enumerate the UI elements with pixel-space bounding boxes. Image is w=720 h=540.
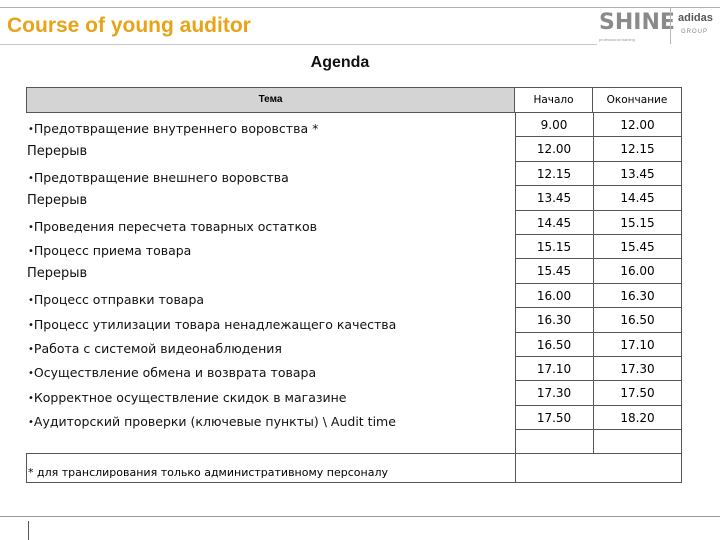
agenda-start-time: 17.30	[536, 386, 572, 401]
agenda-topic	[28, 341, 282, 356]
agenda-topic-text: Предотвращение внутреннего воровства *	[33, 121, 319, 137]
agenda-topic-text: Перерыв	[27, 143, 88, 159]
agenda-row	[26, 406, 682, 430]
agenda-topic-text: Проведения пересчета товарных остатков	[33, 218, 318, 234]
column-header-topic: Тема	[26, 87, 515, 113]
agenda-end-time: 17.50	[620, 386, 655, 401]
grid-line-bottom	[26, 482, 682, 483]
agenda-topic-text: Процесс утилизации товара ненадлежащего качества	[33, 316, 397, 332]
bullet-icon: •	[28, 417, 34, 429]
grid-line-row	[515, 185, 682, 186]
agenda-end-time: 12.15	[620, 142, 655, 157]
agenda-end-time: 14.45	[620, 191, 655, 206]
column-header-end: Окончание	[593, 87, 682, 113]
title-underline	[0, 44, 597, 45]
shine-logo-text: SHINE	[599, 10, 675, 35]
grid-line-row	[515, 429, 682, 430]
agenda-topic	[28, 390, 347, 405]
bottom-marker	[28, 521, 29, 540]
column-header-start: Начало	[515, 87, 593, 113]
agenda-topic-text: Работа с системой видеонаблюдения	[33, 340, 282, 356]
agenda-row	[26, 113, 682, 137]
grid-line-foot-mid	[515, 453, 516, 482]
agenda-heading: Agenda	[310, 54, 370, 71]
agenda-end-time: 17.10	[620, 337, 655, 352]
grid-line-start-left	[515, 113, 516, 482]
agenda-row	[26, 357, 682, 381]
agenda-topic-text: Предотвращение внешнего воровства	[33, 170, 289, 186]
agenda-row	[26, 186, 682, 210]
agenda-row	[26, 137, 682, 161]
agenda-start-time: 16.00	[536, 288, 572, 303]
agenda-topic	[28, 170, 289, 185]
agenda-start-time: 12.15	[536, 166, 572, 181]
grid-line-row	[515, 380, 682, 381]
agenda-start-time: 15.15	[536, 240, 572, 254]
agenda-topic-text: Осуществление обмена и возврата товара	[33, 365, 317, 381]
agenda-end-time: 16.30	[620, 288, 655, 303]
agenda-end-time: 16.50	[620, 313, 655, 328]
agenda-start-time: 17.50	[536, 410, 572, 425]
grid-line-row	[515, 210, 682, 211]
agenda-end-time: 18.20	[620, 410, 655, 425]
bullet-icon: •	[28, 295, 34, 307]
agenda-topic-text: Перерыв	[27, 192, 88, 208]
grid-line-row	[515, 234, 682, 235]
agenda-row	[26, 381, 682, 405]
agenda-topic	[28, 243, 191, 258]
agenda-start-time: 9.00	[540, 118, 568, 132]
adidas-group-text: GROUP	[681, 29, 709, 35]
agenda-end-time: 16.00	[620, 264, 655, 279]
agenda-row	[26, 333, 682, 357]
agenda-row	[26, 235, 682, 259]
agenda-topic-text: Аудиторский проверки (ключевые пункты) \ Audit time	[33, 414, 396, 430]
bullet-icon: •	[28, 173, 34, 185]
agenda-topic-text: Процесс приема товара	[33, 243, 192, 259]
agenda-topic-text: Перерыв	[27, 265, 88, 281]
bullet-icon: •	[28, 392, 34, 404]
agenda-end-time: 15.15	[620, 215, 655, 230]
grid-line-row	[515, 283, 682, 284]
grid-line-row	[515, 161, 682, 162]
bullet-icon: •	[28, 221, 34, 233]
adidas-logo-text: adidas	[678, 12, 713, 24]
agenda-start-time: 17.10	[536, 362, 572, 376]
agenda-start-time: 16.50	[536, 337, 572, 352]
bullet-icon: •	[28, 368, 34, 380]
shine-logo	[596, 8, 675, 44]
grid-line-end-right	[681, 113, 682, 482]
agenda-topic-text: Корректное осуществление скидок в магазине	[33, 389, 347, 405]
bullet-icon: •	[28, 246, 34, 258]
agenda-start-time: 15.45	[536, 264, 572, 279]
agenda-row	[26, 211, 682, 235]
agenda-end-time: 15.45	[620, 240, 655, 254]
agenda-break	[27, 266, 87, 281]
grid-line-row	[515, 405, 682, 406]
shine-logo-tagline: professional training	[599, 37, 635, 42]
agenda-end-time: 12.00	[620, 118, 655, 132]
grid-line-row	[515, 136, 682, 137]
agenda-row	[26, 308, 682, 332]
bullet-icon: •	[28, 343, 34, 355]
agenda-start-time: 13.45	[536, 191, 572, 206]
grid-line-row	[515, 258, 682, 259]
agenda-start-time: 16.30	[536, 313, 572, 328]
agenda-topic	[28, 121, 318, 136]
agenda-topic	[28, 219, 317, 234]
agenda-break	[27, 144, 87, 159]
page-title: Course of young auditor	[7, 14, 251, 37]
adidas-group-logo	[670, 8, 719, 44]
agenda-start-time: 14.45	[536, 215, 572, 230]
bullet-icon: •	[28, 319, 34, 331]
agenda-topic	[28, 365, 316, 380]
bullet-icon: •	[28, 124, 34, 136]
agenda-start-time: 12.00	[536, 142, 572, 157]
grid-line-row	[515, 332, 682, 333]
agenda-topic	[28, 292, 204, 307]
grid-line-row	[515, 356, 682, 357]
agenda-row	[26, 259, 682, 283]
grid-line-row	[515, 307, 682, 308]
agenda-topic	[28, 317, 396, 332]
agenda-topic	[28, 414, 396, 429]
agenda-end-time: 13.45	[620, 166, 655, 181]
agenda-row	[26, 162, 682, 186]
agenda-topic-text: Процесс отправки товара	[33, 292, 205, 308]
footnote: * для транслирования только административному персоналу	[28, 466, 388, 479]
agenda-break	[27, 193, 87, 208]
bottom-rule	[0, 516, 720, 517]
agenda-end-time: 17.30	[620, 362, 655, 376]
grid-line-blank-row	[26, 453, 682, 454]
agenda-row	[26, 284, 682, 308]
grid-line-foot-left	[26, 453, 27, 482]
